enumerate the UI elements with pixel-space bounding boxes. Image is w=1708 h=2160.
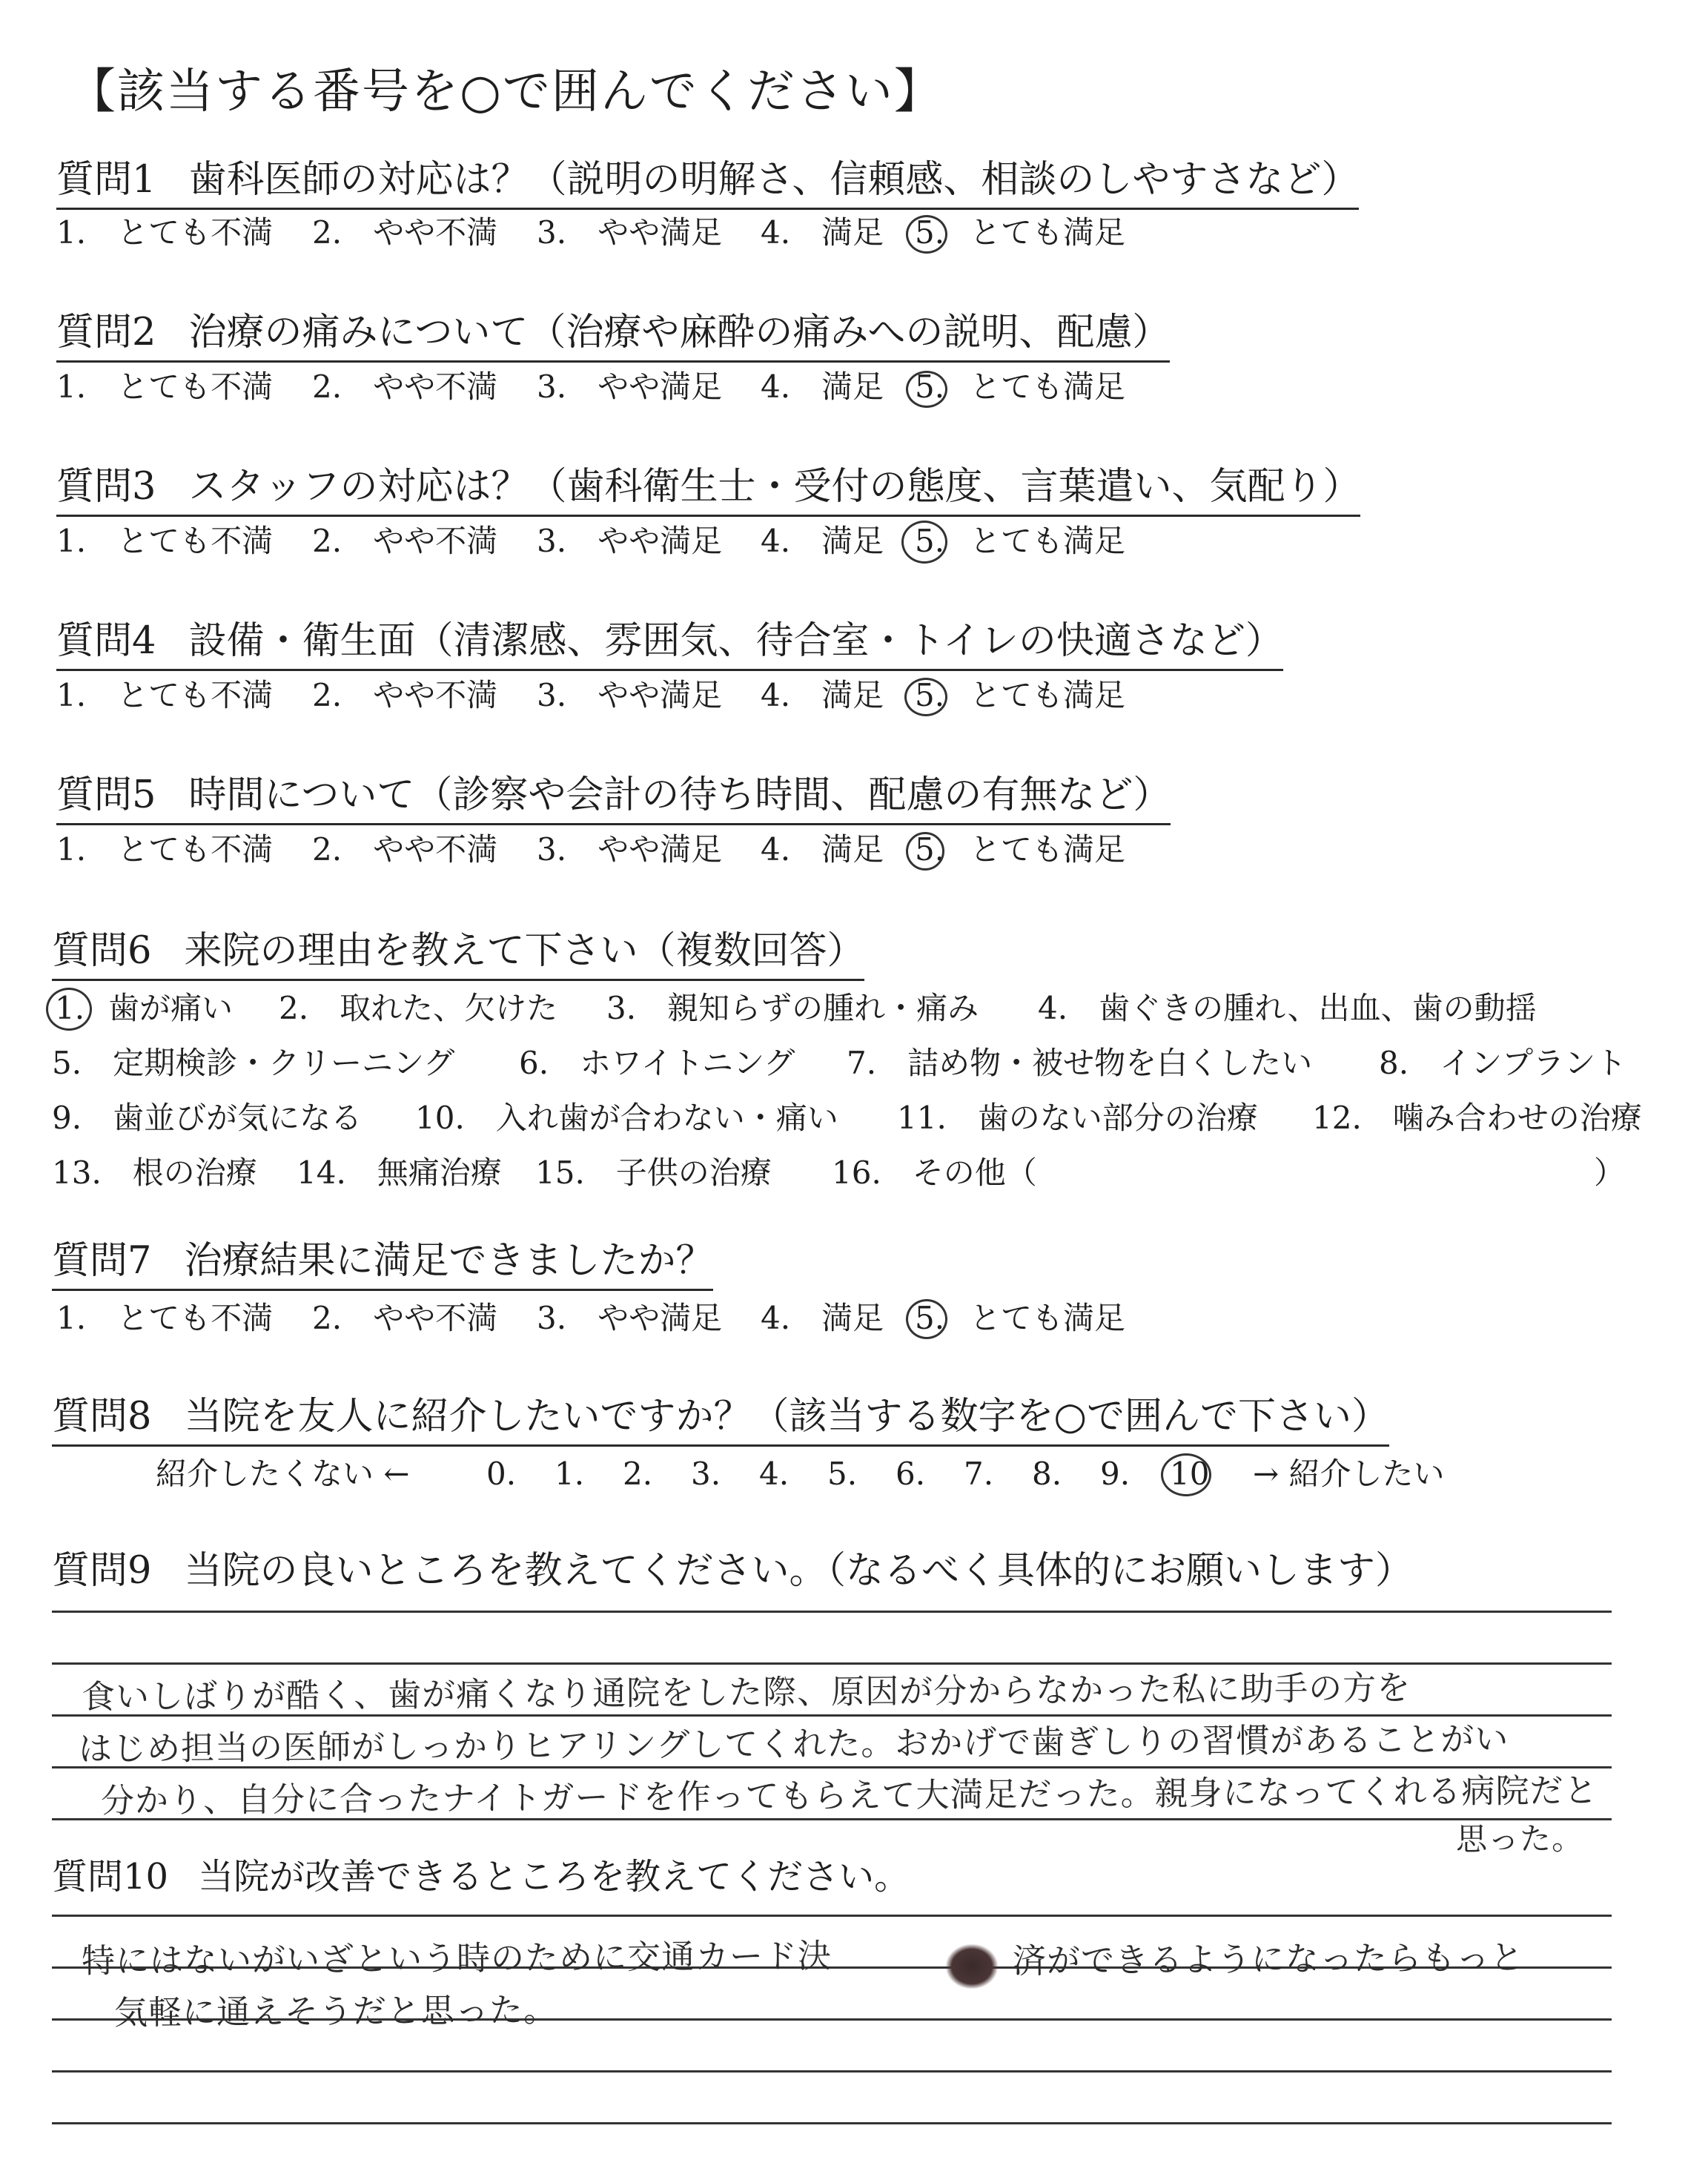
q6-reason-11[interactable]: 11. 歯のない部分の治療 xyxy=(897,1100,1258,1136)
recommend-option-10[interactable]: 10 xyxy=(1170,1456,1210,1492)
q2-option-5-label[interactable]: とても満足 xyxy=(970,369,1126,405)
q4-option-1[interactable]: 1. とても不満 xyxy=(56,677,274,713)
q6-reason-2[interactable]: 2. 取れた、欠けた xyxy=(279,990,558,1026)
q6-reason-13[interactable]: 13. 根の治療 xyxy=(52,1155,257,1191)
question-1-label: 質問1 xyxy=(56,158,156,202)
q7-option-1[interactable]: 1. とても不満 xyxy=(56,1300,274,1336)
q7-option-3[interactable]: 3. やや満足 xyxy=(537,1300,723,1336)
q10-ruled-line-1 xyxy=(52,1915,1612,1917)
recommend-option-5[interactable]: 5. xyxy=(827,1456,858,1492)
q1-option-2[interactable]: 2. やや不満 xyxy=(312,214,498,251)
q10-answer-line-1b: 済ができるようになったらもっと xyxy=(1012,1938,1525,1981)
question-3-choices xyxy=(56,521,1168,562)
q3-option-3[interactable]: 3. やや満足 xyxy=(537,523,723,559)
q5-option-4[interactable]: 4. 満足 xyxy=(761,831,884,868)
q1-option-1[interactable]: 1. とても不満 xyxy=(56,214,274,251)
q1-option-5-label[interactable]: とても満足 xyxy=(970,214,1126,251)
q6-reason-8[interactable]: 8. インプラント xyxy=(1379,1045,1627,1081)
question-8-title xyxy=(52,1393,1389,1447)
q4-option-5-label[interactable]: とても満足 xyxy=(970,677,1126,713)
question-7-label: 質問7 xyxy=(52,1239,152,1283)
question-5-text: 時間について（診察や会計の待ち時間、配慮の有無など） xyxy=(188,773,1171,817)
q5-option-5-number[interactable]: 5. xyxy=(915,831,945,868)
q2-option-1[interactable]: 1. とても不満 xyxy=(56,369,274,405)
question-2-title xyxy=(56,308,1170,363)
q2-option-5-number[interactable]: 5. xyxy=(915,369,945,405)
q5-selection-circle xyxy=(906,832,944,871)
q9-answer-line-1: 食いしばりが酷く、歯が痛くなり通院をした際、原因が分からなかった私に助手の方を xyxy=(81,1668,1411,1717)
q6-reason-9[interactable]: 9. 歯並びが気になる xyxy=(52,1100,363,1136)
question-2-choices xyxy=(56,366,1168,408)
question-3-label: 質問3 xyxy=(56,465,156,509)
q9-answer-line-4: 思った。 xyxy=(1455,1820,1584,1857)
q2-selection-circle xyxy=(906,371,947,408)
question-9-title xyxy=(52,1547,1413,1596)
question-1-text: 歯科医師の対応は？（説明の明解さ、信頼感、相談のしやすさなど） xyxy=(188,158,1360,202)
q6-reason-12[interactable]: 12. 噛み合わせの治療 xyxy=(1312,1100,1642,1136)
question-8-scale xyxy=(156,1453,1490,1495)
q2-option-2[interactable]: 2. やや不満 xyxy=(312,369,498,405)
question-6-row-4 xyxy=(52,1152,1668,1194)
q4-option-2[interactable]: 2. やや不満 xyxy=(312,677,498,713)
q7-option-5-label[interactable]: とても満足 xyxy=(970,1300,1126,1336)
q6-reason-15[interactable]: 15. 子供の治療 xyxy=(535,1155,772,1191)
question-7-choices xyxy=(56,1298,1168,1339)
q3-option-5-label[interactable]: とても満足 xyxy=(970,523,1126,559)
recommend-right-label: → 紹介したい xyxy=(1253,1456,1445,1492)
question-9-label: 質問9 xyxy=(52,1549,152,1593)
q5-option-5-label[interactable]: とても満足 xyxy=(970,831,1126,868)
question-9-text: 当院の良いところを教えてください。（なるべく具体的にお願いします） xyxy=(184,1549,1413,1593)
q2-option-3[interactable]: 3. やや満足 xyxy=(537,369,723,405)
q6-reason-1-label[interactable]: 歯が痛い xyxy=(108,990,234,1026)
question-1-title xyxy=(56,156,1359,210)
q3-selection-circle xyxy=(901,521,947,564)
question-3-title xyxy=(56,463,1360,517)
q9-answer-line-2: はじめ担当の医師がしっかりヒアリングしてくれた。おかげで歯ぎしりの習慣があることがい xyxy=(78,1719,1509,1768)
q9-handwritten-answer[interactable] xyxy=(78,1667,1623,1860)
q6-selection-circle xyxy=(46,988,92,1031)
q7-option-2[interactable]: 2. やや不満 xyxy=(312,1300,498,1336)
q3-option-2[interactable]: 2. やや不満 xyxy=(312,523,498,559)
q2-option-4[interactable]: 4. 満足 xyxy=(761,369,884,405)
question-6-text: 来院の理由を教えて下さい（複数回答） xyxy=(184,929,865,973)
q6-reason-16-close: ） xyxy=(1594,1155,1626,1191)
question-6-row-3 xyxy=(52,1097,1683,1139)
question-10-title xyxy=(52,1852,910,1901)
question-4-title xyxy=(56,617,1283,671)
q5-option-2[interactable]: 2. やや不満 xyxy=(312,831,498,868)
recommend-option-4[interactable]: 4. xyxy=(759,1456,790,1492)
recommend-option-8[interactable]: 8. xyxy=(1032,1456,1062,1492)
recommend-left-label: 紹介したくない ← xyxy=(156,1456,410,1492)
question-1-choices xyxy=(56,212,1168,254)
question-6-row-1 xyxy=(52,988,1668,1029)
q5-option-3[interactable]: 3. やや満足 xyxy=(537,831,723,868)
question-3-text: スタッフの対応は？（歯科衛生士・受付の態度、言葉遣い、気配り） xyxy=(188,465,1361,509)
ink-scribble-mark xyxy=(946,1944,998,1989)
q7-option-4[interactable]: 4. 満足 xyxy=(761,1300,884,1336)
question-2-label: 質問2 xyxy=(56,311,156,354)
recommend-option-0[interactable]: 0. xyxy=(486,1456,517,1492)
recommend-option-1[interactable]: 1. xyxy=(555,1456,585,1492)
q3-option-4[interactable]: 4. 満足 xyxy=(761,523,884,559)
q9-answer-line-3: 分かり、自分に合ったナイトガードを作ってもらえて大満足だった。親身になってくれる病院だと xyxy=(100,1770,1598,1820)
question-4-text: 設備・衛生面（清潔感、雰囲気、待合室・トイレの快適さなど） xyxy=(188,619,1283,663)
q10-ruled-line-4 xyxy=(52,2070,1612,2073)
q1-option-4[interactable]: 4. 満足 xyxy=(761,214,884,251)
recommend-option-3[interactable]: 3. xyxy=(691,1456,721,1492)
recommend-option-6[interactable]: 6. xyxy=(896,1456,926,1492)
q3-option-1[interactable]: 1. とても不満 xyxy=(56,523,274,559)
question-6-row-2 xyxy=(52,1043,1668,1084)
q5-option-1[interactable]: 1. とても不満 xyxy=(56,831,274,868)
q6-reason-6[interactable]: 6. ホワイトニング xyxy=(519,1045,795,1081)
question-6-label: 質問6 xyxy=(52,929,152,973)
q1-option-3[interactable]: 3. やや満足 xyxy=(537,214,723,251)
q8-selection-circle xyxy=(1161,1453,1211,1496)
question-7-text: 治療結果に満足できましたか？ xyxy=(184,1239,714,1283)
q6-reason-3[interactable]: 3. 親知らずの腫れ・痛み xyxy=(606,990,979,1026)
recommend-option-9[interactable]: 9. xyxy=(1100,1456,1131,1492)
q6-reason-14[interactable]: 14. 無痛治療 xyxy=(297,1155,502,1191)
question-4-choices xyxy=(56,675,1168,716)
q6-reason-4[interactable]: 4. 歯ぐきの腫れ、出血、歯の動揺 xyxy=(1038,990,1537,1026)
recommend-option-7[interactable]: 7. xyxy=(964,1456,994,1492)
q4-option-3[interactable]: 3. やや満足 xyxy=(537,677,723,713)
q6-reason-16[interactable]: 16. その他（ xyxy=(832,1155,1037,1191)
q7-option-5-number[interactable]: 5. xyxy=(915,1300,945,1336)
question-8-text: 当院を友人に紹介したいですか？（該当する数字を○で囲んで下さい） xyxy=(184,1395,1389,1439)
question-10-label: 質問10 xyxy=(52,1856,169,1898)
q6-reason-10[interactable]: 10. 入れ歯が合わない・痛い xyxy=(415,1100,838,1136)
question-5-label: 質問5 xyxy=(56,773,156,817)
question-6-title xyxy=(52,927,864,981)
q10-answer-line-2: 気軽に通えそうだと思った。 xyxy=(113,1989,558,2032)
q6-reason-5[interactable]: 5. 定期検診・クリーニング xyxy=(52,1045,455,1081)
q1-selection-circle xyxy=(906,215,947,254)
question-4-label: 質問4 xyxy=(56,619,156,663)
question-10-text: 当院が改善できるところを教えてください。 xyxy=(198,1856,910,1898)
q4-selection-circle xyxy=(904,678,947,716)
question-5-choices xyxy=(56,829,1168,871)
q4-option-4[interactable]: 4. 満足 xyxy=(761,677,884,713)
q9-ruled-line-1 xyxy=(52,1611,1612,1613)
question-2-text: 治療の痛みについて（治療や麻酔の痛みへの説明、配慮） xyxy=(188,311,1171,354)
recommend-option-2[interactable]: 2. xyxy=(623,1456,653,1492)
q6-reason-1-number[interactable]: 1. xyxy=(55,990,85,1026)
q10-handwritten-answer[interactable] xyxy=(82,1928,1623,2047)
q4-option-5-number[interactable]: 5. xyxy=(915,677,945,713)
q3-option-5-number[interactable]: 5. xyxy=(915,523,945,559)
question-8-label: 質問8 xyxy=(52,1395,152,1439)
question-5-title xyxy=(56,771,1171,825)
page-heading: 【該当する番号を○で囲んでください】 xyxy=(68,65,943,119)
q6-reason-7[interactable]: 7. 詰め物・被せ物を白くしたい xyxy=(847,1045,1313,1081)
q7-selection-circle xyxy=(906,1299,947,1339)
q10-answer-line-1a: 特にはないがいざという時のために交通カード決 xyxy=(81,1935,833,1981)
q10-ruled-line-5 xyxy=(52,2122,1612,2124)
q1-option-5-number[interactable]: 5. xyxy=(915,214,945,251)
question-7-title xyxy=(52,1237,713,1291)
